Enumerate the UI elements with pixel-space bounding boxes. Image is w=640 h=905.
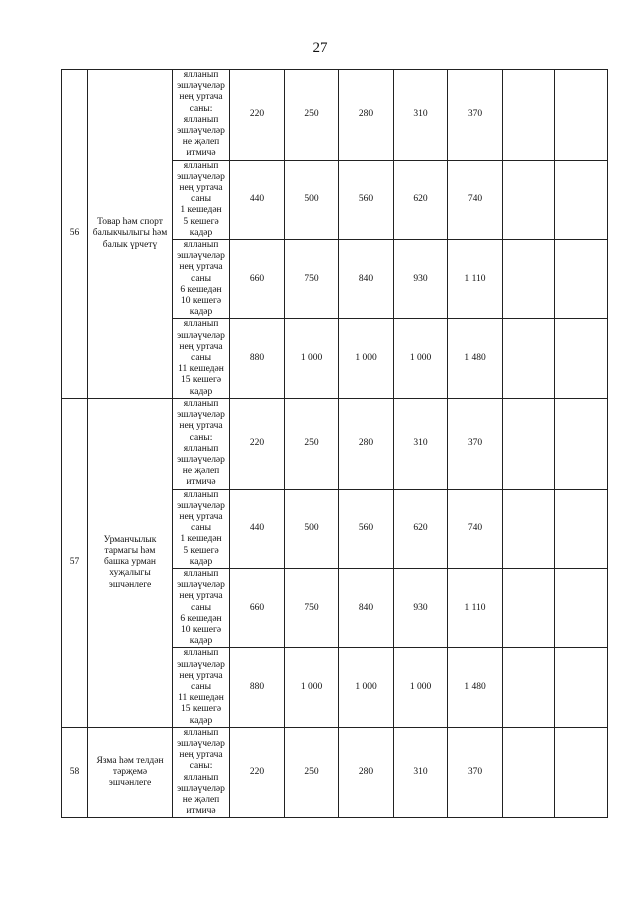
value-cell: 1 000 bbox=[285, 319, 339, 398]
value-cell: 930 bbox=[394, 240, 448, 319]
empty-cell bbox=[503, 489, 555, 568]
condition-line: кадәр bbox=[189, 715, 213, 726]
employee-condition bbox=[173, 648, 230, 727]
value-cell: 370 bbox=[448, 70, 503, 161]
value-cell: 310 bbox=[394, 398, 448, 489]
employee-condition bbox=[173, 319, 230, 398]
value-cell: 280 bbox=[339, 70, 394, 161]
value-cell: 1 000 bbox=[285, 648, 339, 727]
condition-line: саны: bbox=[189, 103, 213, 114]
condition-line: 11 кешедән bbox=[178, 693, 224, 704]
condition-line: эшләүчеләр bbox=[177, 738, 225, 749]
value-cell: 880 bbox=[230, 319, 285, 398]
value-cell: 310 bbox=[394, 70, 448, 161]
value-cell: 840 bbox=[339, 240, 394, 319]
condition-line: кадәр bbox=[189, 307, 213, 318]
condition-line: нең уртача bbox=[179, 421, 223, 432]
activity-name-line: башка урман bbox=[103, 557, 157, 568]
condition-line: эшләүчеләр bbox=[177, 454, 225, 465]
value-cell: 740 bbox=[448, 160, 503, 239]
empty-cell bbox=[503, 240, 555, 319]
empty-cell bbox=[555, 70, 608, 161]
condition-line: нең уртача bbox=[179, 591, 223, 602]
value-cell: 660 bbox=[230, 240, 285, 319]
condition-line: ялланып bbox=[183, 398, 219, 409]
empty-cell bbox=[555, 398, 608, 489]
value-cell: 1 480 bbox=[448, 319, 503, 398]
activity-name-line: тәрҗемә bbox=[112, 766, 148, 777]
condition-line: нең уртача bbox=[179, 750, 223, 761]
condition-line: саны: bbox=[189, 761, 213, 772]
value-cell: 1 110 bbox=[448, 568, 503, 647]
condition-line: 5 кешегә bbox=[183, 545, 219, 556]
empty-cell bbox=[503, 70, 555, 161]
table-row bbox=[62, 70, 608, 161]
activity-name-line: тармагы һәм bbox=[104, 546, 156, 557]
group-number: 56 bbox=[62, 70, 88, 399]
page-number: 27 bbox=[312, 40, 328, 56]
condition-line: ялланып bbox=[183, 70, 219, 80]
condition-line: эшләүчеләр bbox=[177, 410, 225, 421]
condition-line: нең уртача bbox=[179, 511, 223, 522]
tariff-table bbox=[61, 69, 608, 818]
condition-line: кадәр bbox=[189, 227, 213, 238]
activity-name-line: Товар һәм спорт bbox=[97, 217, 163, 228]
value-cell: 740 bbox=[448, 489, 503, 568]
activity-name bbox=[88, 398, 173, 727]
value-cell: 840 bbox=[339, 568, 394, 647]
employee-condition bbox=[173, 727, 230, 818]
value-cell: 250 bbox=[285, 727, 339, 818]
condition-line: 15 кешегә bbox=[180, 375, 222, 386]
condition-line: нең уртача bbox=[179, 183, 223, 194]
condition-line: саны bbox=[190, 681, 212, 692]
value-cell: 310 bbox=[394, 727, 448, 818]
value-cell: 220 bbox=[230, 727, 285, 818]
activity-name-line: балык үрчетү bbox=[102, 239, 158, 250]
value-cell: 440 bbox=[230, 160, 285, 239]
value-cell: 750 bbox=[285, 240, 339, 319]
value-cell: 250 bbox=[285, 398, 339, 489]
condition-line: саны bbox=[190, 602, 212, 613]
condition-line: не җәлеп bbox=[182, 137, 220, 148]
condition-line: 11 кешедән bbox=[178, 364, 224, 375]
empty-cell bbox=[503, 648, 555, 727]
employee-condition bbox=[173, 568, 230, 647]
activity-name-line: Язма һәм телдән bbox=[96, 755, 164, 766]
activity-name bbox=[88, 70, 173, 399]
value-cell: 250 bbox=[285, 70, 339, 161]
condition-line: 6 кешедән bbox=[180, 613, 222, 624]
condition-line: ялланып bbox=[183, 319, 219, 330]
value-cell: 1 110 bbox=[448, 240, 503, 319]
condition-line: эшләүчеләр bbox=[177, 500, 225, 511]
value-cell: 280 bbox=[339, 727, 394, 818]
empty-cell bbox=[555, 319, 608, 398]
value-cell: 560 bbox=[339, 489, 394, 568]
empty-cell bbox=[503, 727, 555, 818]
condition-line: саны bbox=[190, 523, 212, 534]
value-cell: 620 bbox=[394, 489, 448, 568]
value-cell: 370 bbox=[448, 727, 503, 818]
activity-name-line: балыкчылыгы һәм bbox=[92, 228, 168, 239]
value-cell: 440 bbox=[230, 489, 285, 568]
activity-name-line: эшчәнлеге bbox=[108, 778, 152, 789]
condition-line: эшләүчеләр bbox=[177, 126, 225, 137]
condition-line: ялланып bbox=[183, 648, 219, 659]
condition-line: нең уртача bbox=[179, 341, 223, 352]
condition-line: не җәлеп bbox=[182, 466, 220, 477]
activity-name-line: эшчәнлеге bbox=[108, 579, 152, 590]
condition-line: 10 кешегә bbox=[180, 624, 222, 635]
condition-line: ялланып bbox=[183, 443, 219, 454]
condition-line: ялланып bbox=[183, 240, 219, 251]
condition-line: саны bbox=[190, 353, 212, 364]
condition-line: кадәр bbox=[189, 636, 213, 647]
group-number: 57 bbox=[62, 398, 88, 727]
value-cell: 560 bbox=[339, 160, 394, 239]
condition-line: эшләүчеләр bbox=[177, 171, 225, 182]
empty-cell bbox=[503, 398, 555, 489]
empty-cell bbox=[503, 319, 555, 398]
value-cell: 750 bbox=[285, 568, 339, 647]
value-cell: 220 bbox=[230, 70, 285, 161]
value-cell: 880 bbox=[230, 648, 285, 727]
condition-line: эшләүчеләр bbox=[177, 251, 225, 262]
table-body bbox=[62, 70, 608, 818]
condition-line: эшләүчеләр bbox=[177, 330, 225, 341]
condition-line: саны: bbox=[189, 432, 213, 443]
group-number: 58 bbox=[62, 727, 88, 818]
condition-line: ялланып bbox=[183, 114, 219, 125]
empty-cell bbox=[555, 489, 608, 568]
table-row bbox=[62, 398, 608, 489]
employee-condition bbox=[173, 70, 230, 161]
condition-line: 10 кешегә bbox=[180, 296, 222, 307]
condition-line: ялланып bbox=[183, 727, 219, 738]
value-cell: 930 bbox=[394, 568, 448, 647]
value-cell: 370 bbox=[448, 398, 503, 489]
condition-line: ялланып bbox=[183, 568, 219, 579]
condition-line: 6 кешедән bbox=[180, 284, 222, 295]
condition-line: нең уртача bbox=[179, 92, 223, 103]
condition-line: 5 кешегә bbox=[183, 216, 219, 227]
condition-line: ялланып bbox=[183, 160, 219, 171]
condition-line: эшләүчеләр bbox=[177, 659, 225, 670]
condition-line: кадәр bbox=[189, 386, 213, 397]
condition-line: нең уртача bbox=[179, 670, 223, 681]
condition-line: эшләүчеләр bbox=[177, 81, 225, 92]
value-cell: 220 bbox=[230, 398, 285, 489]
employee-condition bbox=[173, 160, 230, 239]
empty-cell bbox=[555, 648, 608, 727]
condition-line: 15 кешегә bbox=[180, 704, 222, 715]
condition-line: итмичә bbox=[186, 148, 216, 159]
condition-line: 1 кешедән bbox=[180, 205, 222, 216]
condition-line: ялланып bbox=[183, 772, 219, 783]
condition-line: итмичә bbox=[186, 806, 216, 817]
value-cell: 280 bbox=[339, 398, 394, 489]
condition-line: ялланып bbox=[183, 489, 219, 500]
empty-cell bbox=[555, 727, 608, 818]
value-cell: 1 000 bbox=[394, 319, 448, 398]
condition-line: итмичә bbox=[186, 477, 216, 488]
activity-name-line: хуҗалыгы bbox=[109, 568, 151, 579]
value-cell: 500 bbox=[285, 160, 339, 239]
condition-line: эшләүчеләр bbox=[177, 783, 225, 794]
table-row bbox=[62, 727, 608, 818]
employee-condition bbox=[173, 489, 230, 568]
value-cell: 1 480 bbox=[448, 648, 503, 727]
activity-name-line: Урманчылык bbox=[103, 534, 157, 545]
empty-cell bbox=[555, 240, 608, 319]
condition-line: эшләүчеләр bbox=[177, 580, 225, 591]
condition-line: саны bbox=[190, 194, 212, 205]
empty-cell bbox=[503, 160, 555, 239]
condition-line: нең уртача bbox=[179, 262, 223, 273]
condition-line: 1 кешедән bbox=[180, 534, 222, 545]
value-cell: 500 bbox=[285, 489, 339, 568]
empty-cell bbox=[555, 160, 608, 239]
condition-line: не җәлеп bbox=[182, 795, 220, 805]
value-cell: 1 000 bbox=[394, 648, 448, 727]
empty-cell bbox=[555, 568, 608, 647]
value-cell: 1 000 bbox=[339, 319, 394, 398]
condition-line: кадәр bbox=[189, 556, 213, 567]
condition-line: саны bbox=[190, 273, 212, 284]
value-cell: 1 000 bbox=[339, 648, 394, 727]
empty-cell bbox=[503, 568, 555, 647]
value-cell: 660 bbox=[230, 568, 285, 647]
value-cell: 620 bbox=[394, 160, 448, 239]
activity-name bbox=[88, 727, 173, 818]
employee-condition bbox=[173, 240, 230, 319]
employee-condition bbox=[173, 398, 230, 489]
